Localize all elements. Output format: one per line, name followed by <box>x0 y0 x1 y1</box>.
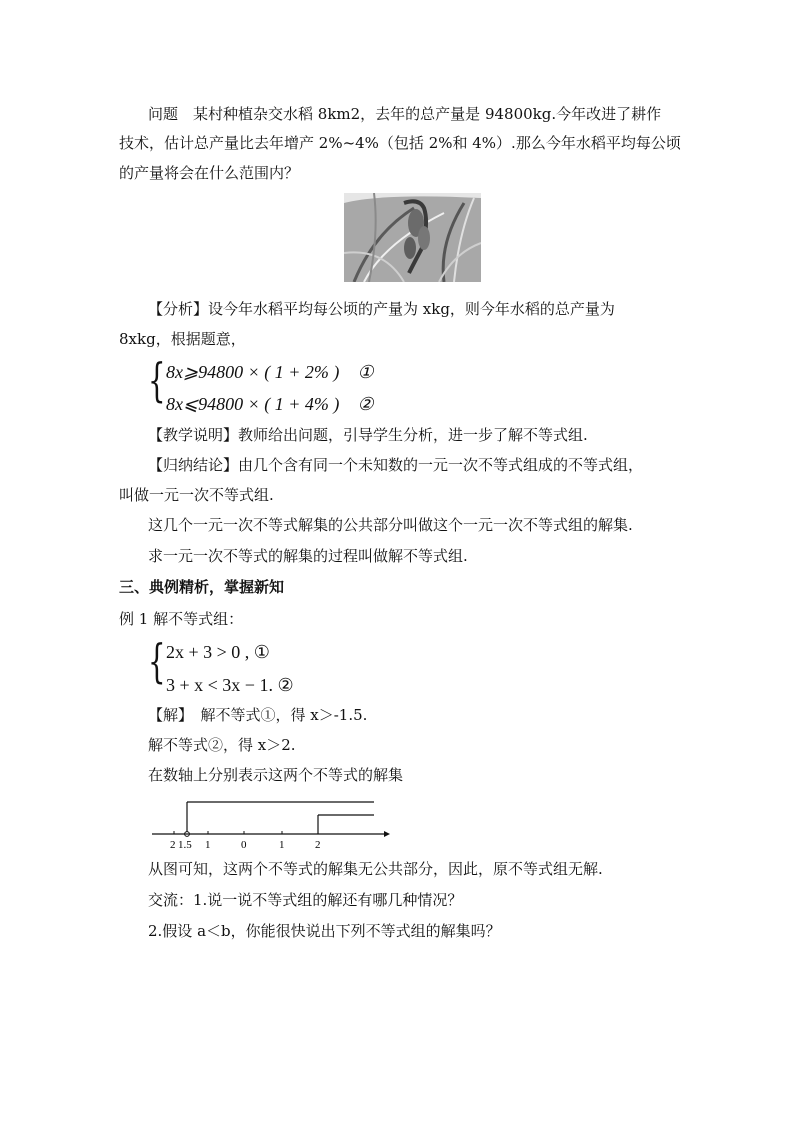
conclusion-line-4: 求一元一次不等式的解集的过程叫做解不等式组. <box>148 547 468 565</box>
problem-line-1: 问题 某村种植杂交水稻 8km2，去年的总产量是 94800kg.今年改进了耕作 <box>148 105 662 123</box>
tick-label-2: 2 <box>315 839 321 851</box>
teaching-note: 【教学说明】教师给出问题，引导学生分析，进一步了解不等式组. <box>148 426 588 444</box>
problem-line-3: 的产量将会在什么范围内？ <box>119 164 300 182</box>
solution-line-2: 解不等式②，得 x＞2. <box>148 736 296 754</box>
after-line-1: 从图可知，这两个不等式的解集无公共部分，因此，原不等式组无解. <box>148 860 603 878</box>
example-1-title: 例 1 解不等式组： <box>119 610 244 628</box>
axis-arrow <box>384 831 390 837</box>
solution-line-1: 【解】 解不等式①，得 x＞-1.5. <box>148 706 368 724</box>
problem-line-2: 技术，估计总产量比去年增产 2%~4%（包括 2%和 4%）.那么今年水稻平均每公顷 <box>119 134 681 152</box>
conclusion-line-3: 这几个一元一次不等式解集的公共部分叫做这个一元一次不等式组的解集. <box>148 516 633 534</box>
tick-label-neg1-5: 1.5 <box>178 839 192 851</box>
left-brace: { <box>148 353 166 407</box>
left-brace-example: { <box>148 634 166 688</box>
tick-label-neg2: 2 <box>170 839 176 851</box>
analysis-line-1: 【分析】设今年水稻平均每公顷的产量为 xkg，则今年水稻的总产量为 <box>148 300 615 318</box>
after-line-2: 交流：1.说一说不等式组的解还有哪几种情况？ <box>148 891 463 909</box>
inequality-1: 8x⩾94800 × ( 1 + 2% ) ① <box>166 362 374 382</box>
rice-photo <box>344 193 481 282</box>
tick-label-0: 0 <box>241 839 247 851</box>
conclusion-line-2: 叫做一元一次不等式组. <box>119 486 274 504</box>
conclusion-line-1: 【归纳结论】由几个含有同一个未知数的一元一次不等式组成的不等式组， <box>148 456 644 474</box>
example-inequality-2: 3 + x < 3x − 1. ② <box>166 675 294 695</box>
solution-line-3: 在数轴上分别表示这两个不等式的解集 <box>148 766 404 784</box>
inequality-2: 8x⩽94800 × ( 1 + 4% ) ② <box>166 394 374 414</box>
after-line-3: 2.假设 a＜b，你能很快说出下列不等式组的解集吗？ <box>148 922 501 940</box>
number-line <box>148 795 398 855</box>
tick-label-neg1: 1 <box>205 839 211 851</box>
analysis-line-2: 8xkg，根据题意， <box>119 330 246 348</box>
example-inequality-1: 2x + 3 > 0 , ① <box>166 642 270 662</box>
tick-label-1: 1 <box>279 839 285 851</box>
section-3-title: 三、典例精析，掌握新知 <box>119 578 285 596</box>
